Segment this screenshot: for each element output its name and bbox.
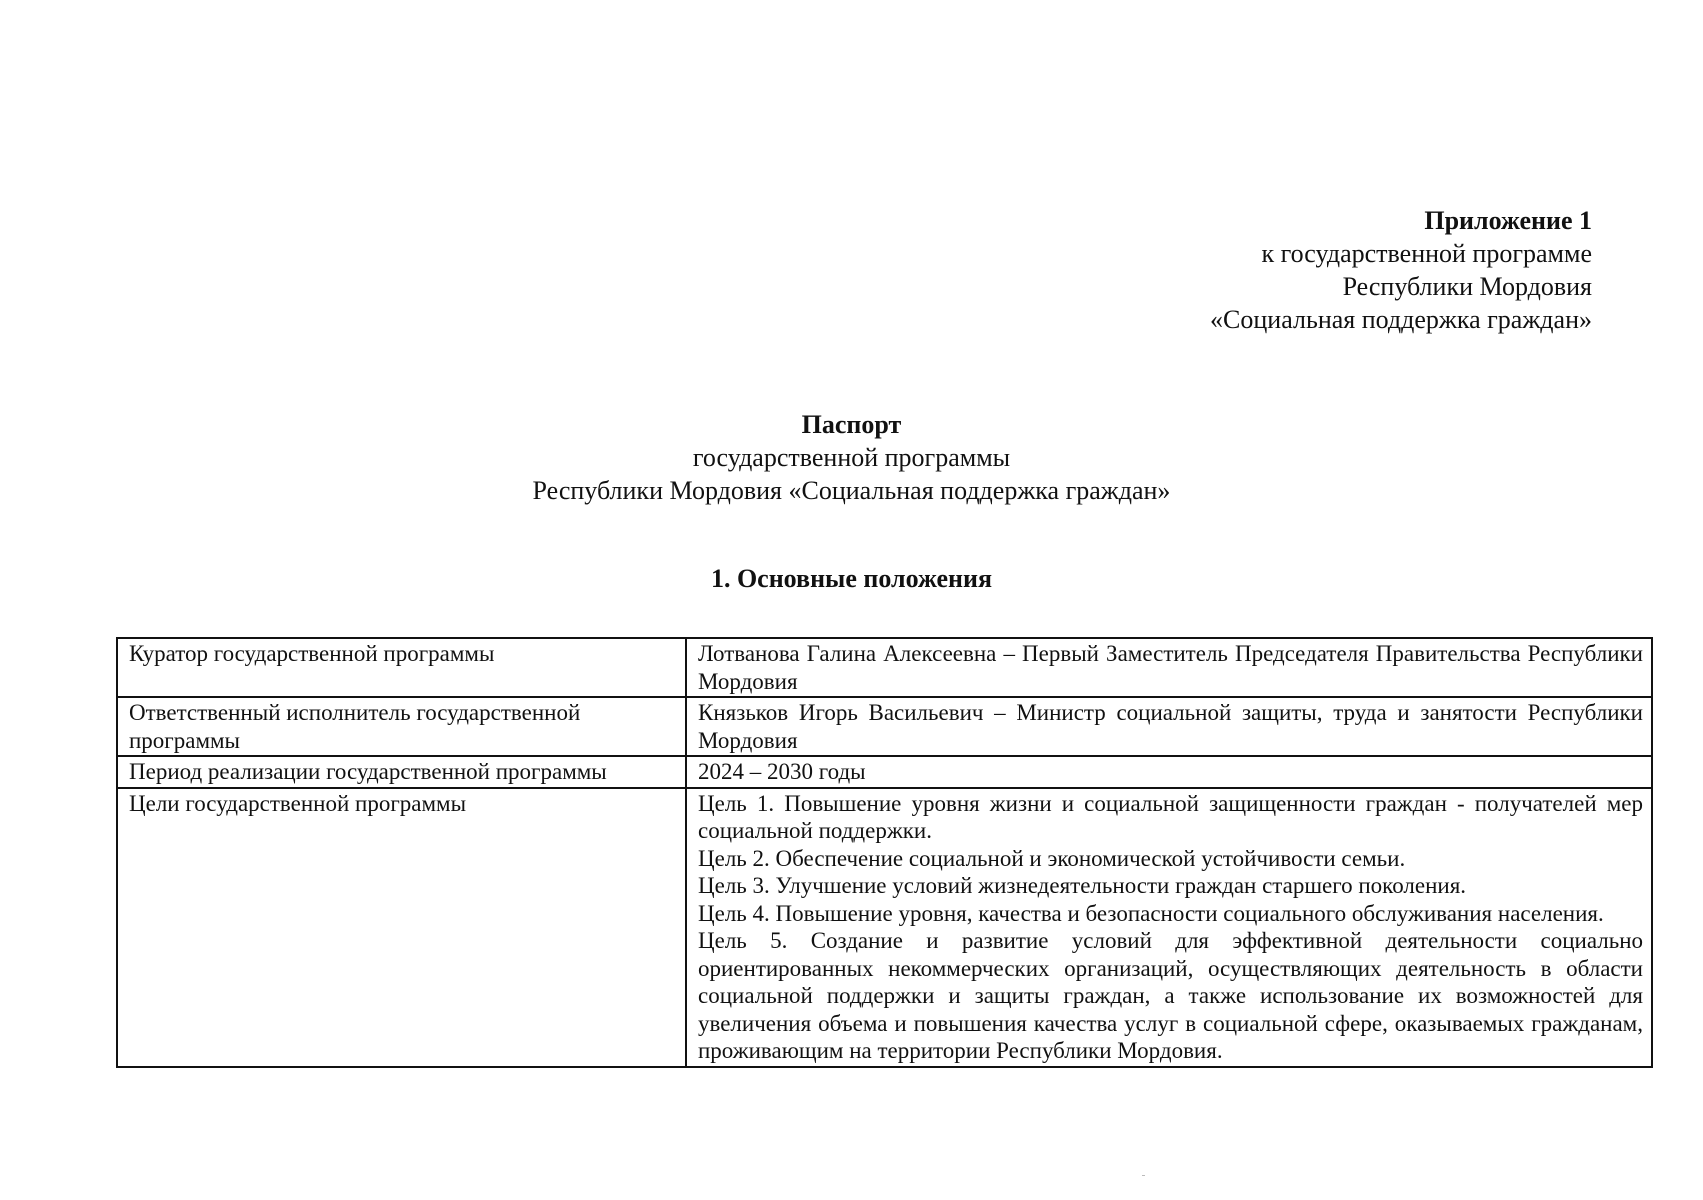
passport-heading	[0, 408, 1703, 507]
scan-artifact	[1142, 1175, 1145, 1176]
goal-5: Цель 5. Создание и развитие условий для эффективной деятельности социально ориентированных некоммерческих организаций, осуществляющих деятельность в области социальной поддержки и защиты граждан, а также использование их возможностей для увеличения объема и повышения качества услуг в социальной сфере, оказываемых гражданам, проживающим на территории Республики Мордовия.	[698, 928, 1643, 1063]
row-label-goals: Цели государственной программы	[117, 788, 686, 1067]
appendix-title: Приложение 1	[1424, 206, 1592, 235]
row-value-curator: Лотванова Галина Алексеевна – Первый Заместитель Председателя Правительства Республики Мордовия	[686, 638, 1652, 697]
section-title: 1. Основные положения	[710, 564, 993, 593]
row-value-period: 2024 – 2030 годы	[686, 756, 1652, 788]
passport-title: Паспорт	[801, 410, 902, 439]
row-value-goals	[686, 788, 1652, 1067]
table-row	[117, 788, 1652, 1067]
goal-3: Цель 3. Улучшение условий жизнедеятельности граждан старшего поколения.	[698, 873, 1467, 898]
appendix-line-1: к государственной программе	[1261, 239, 1592, 268]
passport-line-2: Республики Мордовия «Социальная поддержка граждан»	[532, 476, 1171, 505]
main-provisions-table	[116, 637, 1653, 1068]
passport-line-1: государственной программы	[692, 443, 1011, 472]
table-row	[117, 638, 1652, 697]
row-label-curator: Куратор государственной программы	[117, 638, 686, 697]
row-label-period: Период реализации государственной программы	[117, 756, 686, 788]
appendix-line-2: Республики Мордовия	[1342, 272, 1592, 301]
table-row	[117, 697, 1652, 756]
goal-2: Цель 2. Обеспечение социальной и экономической устойчивости семьи.	[698, 845, 1406, 871]
goal-4: Цель 4. Повышение уровня, качества и безопасности социального обслуживания населения.	[698, 900, 1604, 926]
row-value-executor: Князьков Игорь Васильевич – Министр социальной защиты, труда и занятости Республики Мордовия	[686, 697, 1652, 756]
appendix-line-3: «Социальная поддержка граждан»	[1210, 305, 1592, 334]
row-label-executor: Ответственный исполнитель государственной программы	[117, 697, 686, 756]
appendix-block	[1210, 204, 1592, 336]
table-row	[117, 756, 1652, 788]
goal-1: Цель 1. Повышение уровня жизни и социальной защищенности граждан - получателей мер социальной поддержки.	[698, 790, 1643, 843]
